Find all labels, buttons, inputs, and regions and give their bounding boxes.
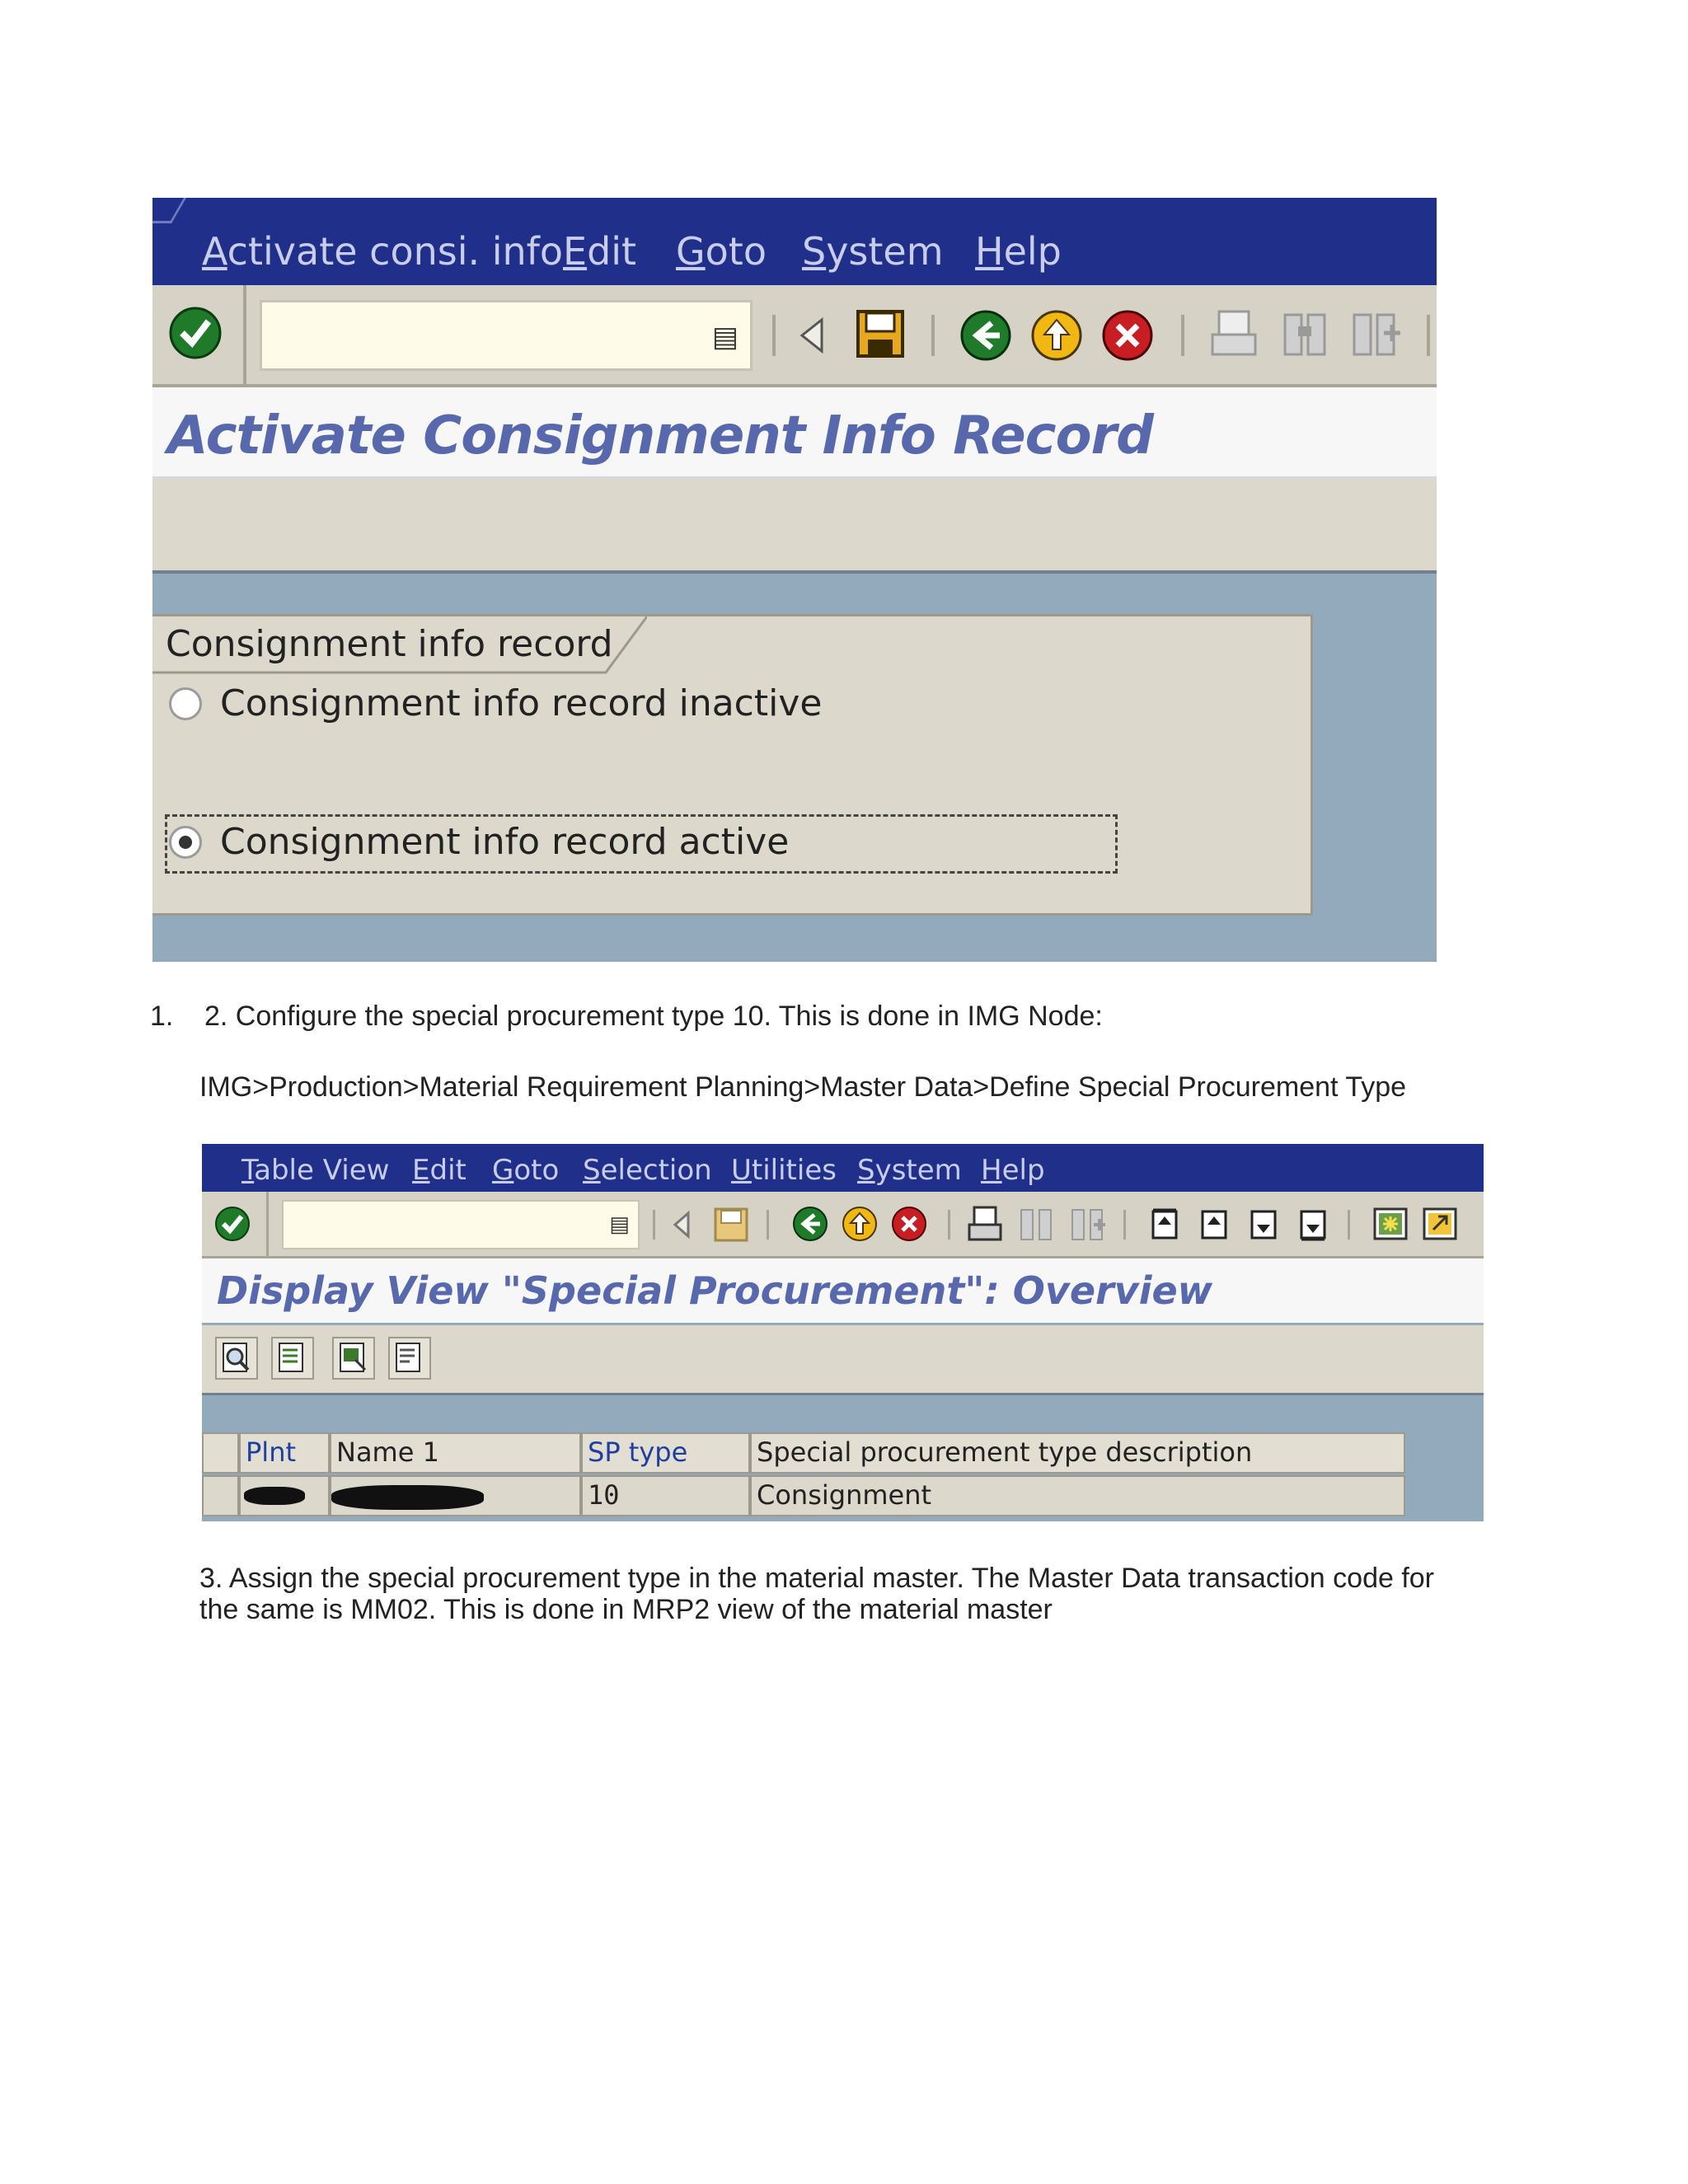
exit-icon[interactable] (841, 1205, 879, 1243)
last-page-icon[interactable] (1296, 1205, 1331, 1243)
previous-page-icon[interactable] (1198, 1205, 1232, 1243)
find-next-icon[interactable] (1349, 308, 1402, 359)
radio-inactive-label[interactable]: Consignment info record inactive (220, 682, 823, 724)
application-toolbar (202, 1325, 1484, 1395)
select-block-icon (334, 1338, 373, 1378)
toolbar-separator (1123, 1210, 1126, 1240)
cancel-icon[interactable] (1100, 308, 1155, 363)
cell-description[interactable]: Consignment (750, 1475, 1405, 1516)
column-header-description[interactable]: Special procurement type description (750, 1432, 1405, 1474)
menu-goto[interactable]: Goto (676, 229, 767, 274)
menu-help[interactable]: Help (975, 229, 1062, 274)
save-icon[interactable] (855, 308, 906, 359)
menu-bar (202, 1144, 1484, 1192)
menu-table-view[interactable]: Table View (241, 1154, 390, 1187)
radio-active[interactable] (169, 826, 202, 859)
find-next-icon[interactable] (1069, 1205, 1107, 1243)
menu-system[interactable]: System (802, 229, 944, 274)
radio-active-label[interactable]: Consignment info record active (220, 821, 790, 863)
command-field[interactable] (260, 300, 753, 371)
row-selector[interactable] (202, 1475, 239, 1516)
print-icon[interactable] (1209, 308, 1259, 359)
back-icon[interactable] (959, 308, 1013, 363)
cell-plnt[interactable] (239, 1475, 330, 1516)
menu-edit[interactable]: Edit (412, 1154, 467, 1187)
exit-icon[interactable] (1029, 308, 1084, 363)
display-details-button[interactable] (215, 1337, 258, 1380)
toolbar-separator (931, 315, 935, 356)
magnifier-icon (217, 1338, 256, 1378)
toolbar-separator (772, 315, 776, 356)
select-all-button[interactable] (271, 1337, 314, 1380)
back-triangle-icon[interactable] (795, 315, 828, 356)
save-icon[interactable] (713, 1207, 749, 1243)
toolbar-separator (1348, 1210, 1350, 1240)
deselect-all-icon (390, 1338, 429, 1378)
standard-toolbar (202, 1192, 1484, 1258)
enter-icon (167, 305, 223, 361)
standard-toolbar (152, 285, 1437, 387)
find-icon[interactable] (1018, 1205, 1054, 1243)
command-field[interactable] (282, 1200, 640, 1249)
print-icon[interactable] (967, 1205, 1003, 1243)
toolbar-separator (1181, 315, 1184, 356)
consignment-group-box (152, 614, 1313, 916)
row-selector-header[interactable] (202, 1432, 239, 1474)
menu-goto[interactable]: Goto (492, 1154, 560, 1187)
step3-line1: 3. Assign the special procurement type in the material master. The Master Data transaction code for (199, 1563, 1435, 1594)
toolbar-separator (1427, 315, 1430, 356)
command-history-icon[interactable]: ▤ (609, 1212, 630, 1236)
toolbar-separator (948, 1210, 950, 1240)
sap-window-activate-consignment (152, 198, 1437, 962)
page-title: Activate Consignment Info Record (167, 405, 1153, 466)
enter-button[interactable] (202, 1192, 269, 1256)
redaction-mark (331, 1485, 484, 1510)
step3-line2: the same is MM02. This is done in MRP2 view of the material master (199, 1594, 1053, 1625)
enter-icon (213, 1205, 251, 1243)
list-number: 1. (150, 1001, 174, 1032)
menu-activate-consi-info[interactable]: Activate consi. info (202, 229, 564, 274)
menu-edit[interactable]: Edit (563, 229, 637, 274)
back-triangle-icon[interactable] (670, 1210, 693, 1240)
select-all-icon (273, 1338, 312, 1378)
deselect-all-button[interactable] (388, 1337, 431, 1380)
toolbar-separator (653, 1210, 655, 1240)
group-title-tab (152, 616, 614, 673)
generate-shortcut-icon[interactable] (1422, 1205, 1458, 1243)
title-bar (152, 387, 1437, 480)
img-path: IMG>Production>Material Requirement Planning>Master Data>Define Special Procurement Type (199, 1071, 1407, 1103)
cell-sp-type[interactable]: 10 (581, 1475, 750, 1516)
title-bar (202, 1258, 1484, 1323)
back-icon[interactable] (791, 1205, 829, 1243)
first-page-icon[interactable] (1148, 1205, 1183, 1243)
column-header-sp-type[interactable]: SP type (581, 1432, 750, 1474)
enter-button[interactable] (152, 285, 246, 384)
menu-help[interactable]: Help (981, 1154, 1045, 1187)
next-page-icon[interactable] (1247, 1205, 1282, 1243)
group-title: Consignment info record (166, 623, 613, 665)
cell-name[interactable] (330, 1475, 581, 1516)
column-header-name[interactable]: Name 1 (330, 1432, 581, 1474)
page-title: Display View "Special Procurement": Overview (217, 1268, 1213, 1313)
find-icon[interactable] (1280, 308, 1329, 359)
radio-inactive[interactable] (169, 687, 202, 720)
select-block-button[interactable] (332, 1337, 375, 1380)
menu-selection[interactable]: Selection (583, 1154, 712, 1187)
window-corner-icon (152, 198, 186, 223)
menu-system[interactable]: System (857, 1154, 962, 1187)
redaction-mark (244, 1487, 305, 1505)
menu-bar (152, 198, 1437, 285)
column-header-plnt[interactable]: Plnt (239, 1432, 330, 1474)
menu-utilities[interactable]: Utilities (731, 1154, 837, 1187)
command-history-icon[interactable]: ▤ (711, 321, 738, 353)
step2-text: 2. Configure the special procurement type 10. This is done in IMG Node: (204, 1001, 1103, 1032)
toolbar-separator (767, 1210, 769, 1240)
application-toolbar (152, 480, 1437, 574)
cancel-icon[interactable] (890, 1205, 928, 1243)
sap-window-special-procurement (202, 1144, 1484, 1521)
create-session-icon[interactable] (1372, 1205, 1409, 1243)
